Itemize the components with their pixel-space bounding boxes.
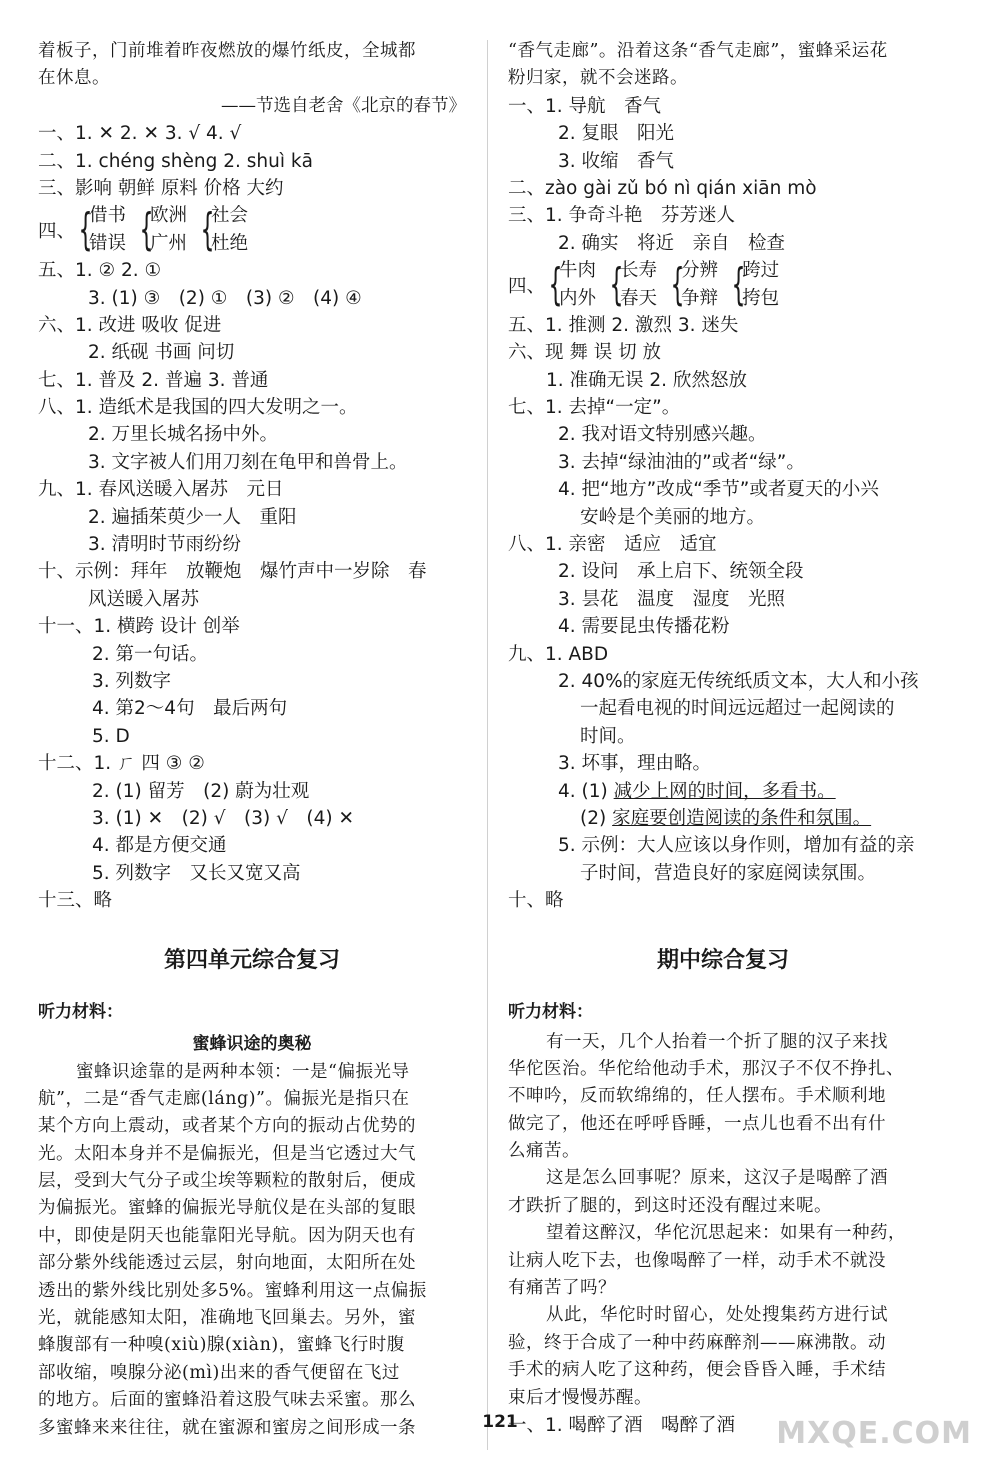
word-group [728, 257, 779, 312]
word-group [606, 257, 657, 312]
prose-line: 多蜜蜂来来往往，就在蜜源和蜜房之间形成一条 [38, 1417, 416, 1438]
word: 牛肉 [559, 260, 597, 282]
answer-line: 3. 坏事，理由略。 [558, 753, 712, 775]
prose-line: 这是怎么回事呢？原来，这汉子是喝醉了酒 [546, 1168, 888, 1189]
answer-line: 二、zào gài zǔ bó nì qián xiān mò [508, 177, 817, 199]
column-divider [487, 40, 488, 1450]
prose-line: 透出的紫外线比别处多5%。蜜蜂利用这一点偏振 [38, 1280, 427, 1301]
brace-icon: { [609, 258, 624, 310]
prose-line: 手术的病人吃了这种药，便会昏昏入睡，手术结 [508, 1360, 886, 1381]
answer-line: 5. D [92, 725, 130, 747]
answer-line: 3. (1) ③ (2) ① (3) ② (4) ④ [88, 287, 362, 309]
brace-icon: { [139, 203, 154, 255]
prose-line: 在休息。 [38, 68, 110, 89]
word: 社会 [211, 205, 249, 227]
prose-line: 层，受到大气分子或尘埃等颗粒的散射后，便成 [38, 1171, 416, 1192]
answer-line: 3. 收缩 香气 [558, 150, 675, 172]
prose-line: 光，就能感知太阳，准确地飞回巢去。另外，蜜 [38, 1308, 416, 1329]
question-4-word-groups [38, 202, 466, 257]
source-citation: ——节选自老舍《北京的春节》 [221, 95, 466, 116]
answer-line: 二、1. chéng shèng 2. shuì kā [38, 150, 313, 172]
page-number: 121 [482, 1412, 518, 1432]
answer-line: 2. 遍插茱萸少一人 重阳 [88, 506, 297, 528]
answer-line: 2. 第一句话。 [92, 643, 209, 665]
answer-line: 2. 万里长城名扬中外。 [88, 424, 279, 446]
word: 挎包 [742, 287, 780, 309]
answer-line: 3. 去掉“绿油油的”或者“绿”。 [558, 451, 805, 473]
prose-line: 有一天，几个人抬着一个折了腿的汉子来找 [546, 1031, 888, 1052]
prose-line: 才跌折了腿的，到这时还没有醒过来呢。 [508, 1195, 832, 1216]
answer-line: 三、影响 朝鲜 原料 价格 大约 [38, 177, 284, 199]
brace-icon: { [78, 203, 93, 255]
word-group [75, 202, 126, 257]
answer-line: 十三、略 [38, 890, 113, 912]
answer-line: 十一、1. 横跨 设计 创举 [38, 616, 240, 638]
prose-line: 的地方。后面的蜜蜂沿着这股气味去采蜜。那么 [38, 1390, 416, 1411]
answer-line: 六、现 舞 误 切 放 [508, 342, 662, 364]
answer-line: 一、1. 导航 香气 [508, 95, 662, 117]
answer-line: 一、1. ✕ 2. ✕ 3. √ 4. √ [38, 123, 242, 145]
right-column [508, 38, 938, 1439]
word: 跨过 [742, 260, 780, 282]
answer-line: 4. 第2～4句 最后两句 [92, 698, 288, 720]
answer-line: 2. (1) 留芳 (2) 蔚为壮观 [92, 780, 310, 802]
word: 争辩 [681, 287, 719, 309]
prose-line: 为偏振光。蜜蜂的偏振光导航仪是在头部的复眼 [38, 1198, 416, 1219]
prose-line: 有痛苦了吗？ [508, 1278, 616, 1299]
word: 杜绝 [211, 232, 249, 254]
prose-line: 航”，二是“香气走廊(láng)”。偏振光是指只在 [38, 1088, 410, 1109]
answer-line: 子时间，营造良好的家庭阅读氛围。 [580, 862, 877, 884]
answer-line: 十、示例：拜年 放鞭炮 爆竹声中一岁除 春 [38, 561, 427, 583]
brace-icon: { [670, 258, 685, 310]
answer-line: 风送暖入屠苏 [88, 588, 200, 610]
answer-line: 3. 文字被人们用刀刻在龟甲和兽骨上。 [88, 451, 408, 473]
answer-prefix: (2) [580, 807, 607, 829]
answer-line: 八、1. 造纸术是我国的四大发明之一。 [38, 397, 358, 419]
prose-line: 蜂腹部有一种嗅(xiù)腺(xiàn)，蜜蜂飞行时腹 [38, 1335, 405, 1356]
word-group [545, 257, 596, 312]
answer-line: 七、1. 去掉“一定”。 [508, 397, 681, 419]
word: 春天 [620, 287, 658, 309]
answer-line: 1. 准确无误 2. 欣然怒放 [546, 369, 747, 391]
word-group [197, 202, 248, 257]
answer-line: 2. 纸砚 书画 问切 [88, 342, 235, 364]
answer-line: 七、1. 普及 2. 普遍 3. 普通 [38, 369, 269, 391]
prose-line: 部收缩，嗅腺分泌(mì)出来的香气便留在飞过 [38, 1362, 400, 1383]
answer-line: 十、略 [508, 890, 564, 912]
watermark: MXQE.COM [776, 1416, 972, 1451]
listening-label: 听力材料： [38, 1001, 123, 1022]
answer-line: 2. 40%的家庭无传统纸质文本，大人和小孩 [558, 671, 919, 692]
answer-line: 5. 示例：大人应该以身作则，增加有益的亲 [558, 835, 915, 857]
answer-line: 一、1. 喝醉了酒 喝醉了酒 [508, 1414, 736, 1436]
prose-line: 验，终于合成了一种中药麻醉剂——麻沸散。动 [508, 1332, 886, 1353]
answer-line: 2. 我对语文特别感兴趣。 [558, 424, 767, 446]
answer-prefix: 4. (1) [558, 780, 608, 802]
answer-line: 3. (1) ✕ (2) √ (3) √ (4) ✕ [92, 807, 354, 829]
answer-line: 五、1. ② 2. ① [38, 260, 162, 282]
answer-line: 4. 需要昆虫传播花粉 [558, 616, 730, 638]
prose-line: 某个方向上震动，或者某个方向的振动占优势的 [38, 1116, 416, 1137]
brace-icon: { [548, 258, 563, 310]
prose-line: 华佗医治。华佗给他动手术，那汉子不仅不挣扎、 [508, 1058, 904, 1079]
answer-line: 3. 列数字 [92, 671, 172, 692]
prose-line: 从此，华佗时时留心，处处搜集药方进行试 [546, 1305, 888, 1326]
prose-line: 做完了，他还在呼呼昏睡，一点儿也看不出有什 [508, 1113, 886, 1134]
answer-line: 六、1. 改进 吸收 促进 [38, 314, 222, 336]
word: 广州 [150, 232, 188, 254]
prose-line: 部分紫外线能透过云层，射向地面，太阳所在处 [38, 1253, 416, 1274]
answer-line [508, 778, 938, 805]
prose-line: 么痛苦。 [508, 1141, 580, 1162]
left-column [38, 38, 466, 1442]
answer-line: 3. 清明时节雨纷纷 [88, 534, 242, 556]
prose-line: 光。太阳本身并不是偏振光，但是当它透过大气 [38, 1143, 416, 1164]
question-label: 四、 [38, 220, 76, 242]
word: 借书 [89, 205, 127, 227]
question-4-word-groups [508, 257, 938, 312]
section-title: 期中综合复习 [656, 947, 789, 973]
answer-line: 九、1. ABD [508, 643, 609, 665]
question-label: 四、 [508, 275, 546, 297]
answer-line: 2. 设问 承上启下、统领全段 [558, 561, 804, 583]
word-group [667, 257, 718, 312]
answer-line: 一起看电视的时间远远超过一起阅读的 [580, 698, 895, 720]
section-title: 第四单元综合复习 [163, 947, 340, 973]
underlined-answer: 家庭要创造阅读的条件和氛围。 [612, 807, 872, 829]
answer-line: 八、1. 亲密 适应 适宜 [508, 534, 717, 556]
brace-icon: { [200, 203, 215, 255]
listening-label: 听力材料： [508, 1001, 593, 1022]
prose-line: 粉归家，就不会迷路。 [508, 68, 688, 89]
prose-line: 蜜蜂识途靠的是两种本领：一是“偏振光导 [76, 1061, 410, 1082]
answer-line: 4. 把“地方”改成“季节”或者夏天的小兴 [558, 479, 879, 501]
word: 错误 [89, 232, 127, 254]
word: 分辨 [681, 260, 719, 282]
prose-line: 让病人吃下去，也像喝醉了一样，动手术不就没 [508, 1250, 886, 1271]
word-group [136, 202, 187, 257]
answer-line: 九、1. 春风送暖入屠苏 元日 [38, 479, 284, 501]
answer-line: 4. 都是方便交通 [92, 835, 227, 857]
answer-line: 5. 列数字 又长又宽又高 [92, 862, 301, 884]
answer-line: 五、1. 推测 2. 激烈 3. 迷失 [508, 314, 739, 336]
answer-line: 三、1. 争奇斗艳 芬芳迷人 [508, 205, 736, 227]
brace-icon: { [731, 258, 746, 310]
prose-line: 中，即使是阴天也能靠阳光导航。因为阴天也有 [38, 1225, 416, 1246]
word: 长寿 [620, 260, 658, 282]
word: 欧洲 [150, 205, 188, 227]
answer-line: 十二、1. ㄏ 四 ③ ② [38, 753, 205, 775]
underlined-answer: 减少上网的时间，多看书。 [613, 780, 836, 802]
story-title: 蜜蜂识途的奥秘 [192, 1033, 312, 1054]
answer-line: 时间。 [580, 725, 636, 747]
answer-line [508, 805, 938, 832]
prose-line: 束后才慢慢苏醒。 [508, 1387, 652, 1408]
answer-line: 2. 确实 将近 亲自 检查 [558, 232, 786, 254]
prose-line: 望着这醉汉，华佗沉思起来：如果有一种药， [546, 1223, 906, 1244]
answer-line: 3. 昙花 温度 湿度 光照 [558, 588, 786, 610]
prose-line: 不呻吟，反而软绵绵的，任人摆布。手术顺利地 [508, 1086, 886, 1107]
answer-line: 2. 复眼 阳光 [558, 123, 675, 145]
prose-line: 着板子，门前堆着昨夜燃放的爆竹纸皮，全城都 [38, 41, 416, 61]
answer-line: 安岭是个美丽的地方。 [580, 506, 766, 528]
word: 内外 [559, 287, 597, 309]
prose-line: “香气走廊”。沿着这条“香气走廊”，蜜蜂采运花 [508, 41, 888, 61]
